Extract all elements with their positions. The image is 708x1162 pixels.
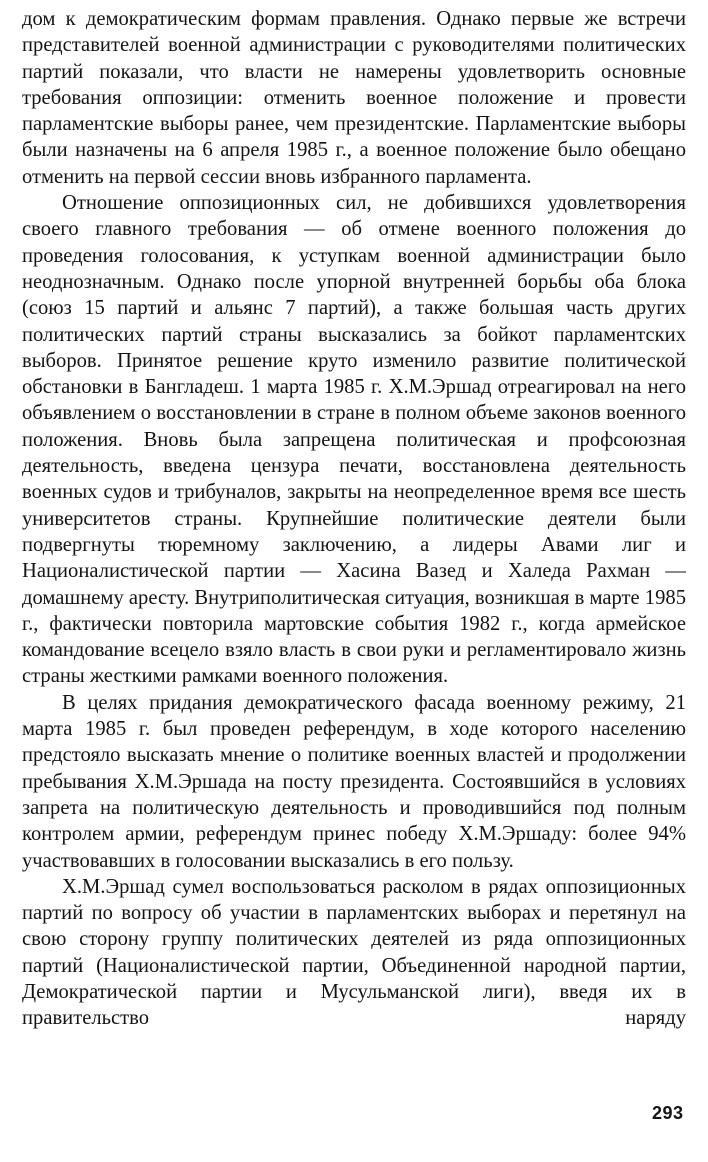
paragraph-4: Х.М.Эршад сумел воспользоваться расколом в рядах оппозиционных партий по вопросу об участии в парламентских выборах и перетянул на свою сторону группу политических деятелей из ряда оппозиционных партий (Националистической партии, Объединенной народной партии, Демократической партии и Мусульманской лиги), введя их в правительство наряду [22,875,686,1030]
page-number: 293 [652,1103,684,1123]
paragraph-1: дом к демократическим формам правления. Однако первые же встречи представителей военной администрации с руководителями политических партий показали, что власти не намерены удовлетворить основные требования оппозиции: отменить военное положение и провести парламентские выборы ранее, чем президентские. Парламентские выборы были назначены на 6 апреля 1985 г., а военное положение было обещано отменить на первой сессии вновь избранного парламента. [22,8,686,188]
paragraph-2: Отношение оппозиционных сил, не добившихся удовлетворения своего главного требования — об отмене военного положения до проведения голосования, к уступкам военной администрации было неоднозначным. Однако после упорной внутренней борьбы оба блока (союз 15 партий и альянс 7 партий), а также большая часть других политических партий страны высказались за бойкот парламентских выборов. Принятое решение круто изменило развитие политической обстановки в Бангладеш. 1 марта 1985 г. Х.М.Эршад отреагировал на него объявлением о восстановлении в стране в полном объеме законов военного положения. Вновь была запрещена политическая и профсоюзная деятельность, введена цензура печати, восстановлена деятельность военных судов и трибуналов, закрыты на неопределенное время все шесть университетов страны. Крупнейшие политические деятели были подвергнуты тюремному заключению, а лидеры Авами лиг и Националистической партии — Хасина Вазед и Халеда Рахман — домашнему аресту. Внутриполитическая ситуация, возникшая в марте 1985 г., фактически повторила мартовские события 1982 г., когда армейское командование всецело взяло власть в свои руки и регламентировало жизнь страны жесткими рамками военного положения. [22,192,686,688]
paragraph-3: В целях придания демократического фасада военному режиму, 21 марта 1985 г. был проведен референдум, в ходе которого населению предстояло высказать мнение о политике военных властей и продолжении пребывания Х.М.Эршада на посту президента. Состоявшийся в условиях запрета на политическую деятельность и проводившийся под полным контролем армии, референдум принес победу Х.М.Эршаду: более 94% участвовавших в голосовании высказались в его пользу. [22,691,686,872]
page-body [22,6,686,1032]
